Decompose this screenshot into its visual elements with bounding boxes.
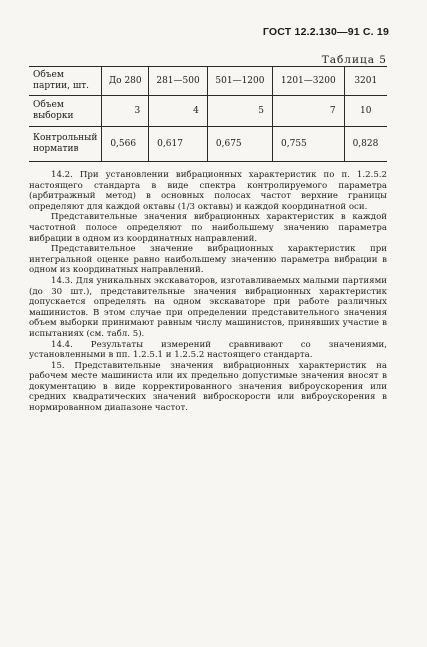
table-caption: Таблица 5 <box>321 54 387 66</box>
table-5 <box>29 66 387 162</box>
table-cell: 5 <box>207 96 272 127</box>
paragraph: Представительное значение вибрационных характеристик при интегральной оценке равно наибольшему значению параметра вибрации в одном из координатных направлений. <box>29 244 387 276</box>
table-cell: 0,828 <box>344 127 387 162</box>
table-cell: 0,566 <box>102 127 149 162</box>
table-row <box>29 127 387 162</box>
table-cell: 0,675 <box>207 127 272 162</box>
table-cell: 1201—3200 <box>273 67 345 96</box>
table-cell: 3201 <box>344 67 387 96</box>
body-text <box>29 170 387 414</box>
table-cell: 4 <box>149 96 208 127</box>
table-cell: 10 <box>344 96 387 127</box>
table-cell: 0,617 <box>149 127 208 162</box>
table-row <box>29 96 387 127</box>
page-header: ГОСТ 12.2.130—91 С. 19 <box>262 26 389 38</box>
paragraph: 15. Представительные значения вибрационных характеристик на рабочем месте машиниста или их предельно допустимые значения вносят в документацию в виде корректированного значения виброускорения или средних квадратических значений виброскорости или виброускорения в нормированном диапазоне частот. <box>29 360 387 414</box>
paragraph: Представительные значения вибрационных характеристик в каждой частотной полосе определяют по наибольшему значению параметра вибрации в одном из координатных направлений. <box>29 212 387 244</box>
row-label: Объем партии, шт. <box>29 67 102 96</box>
paragraph: 14.2. При установлении вибрационных характеристик по п. 1.2.5.2 настоящего стандарта в виде спектра контролируемого параметра (арбитражный метод) в основных полосах частот верхние границы определяют для каждой октавы (1/3 октавы) и каждой координатной оси. <box>29 170 387 212</box>
table-cell: 3 <box>102 96 149 127</box>
row-label: Объем выборки <box>29 96 102 127</box>
table-cell: 0,755 <box>273 127 345 162</box>
table-cell: До 280 <box>102 67 149 96</box>
paragraph: 14.3. Для уникальных экскаваторов, изготавливаемых малыми партиями (до 30 шт.), представительные значения вибрационных характеристик допускается определять на одном экскаваторе при работе различных машинистов. В этом случае при определении представительного значения объем выборки принимают равным числу машинистов, принявших участие в испытаниях (см. табл. 5). <box>29 275 387 339</box>
paragraph: 14.4. Результаты измерений сравнивают со значениями, установленными в пп. 1.2.5.1 и 1.2.5.2 настоящего стандарта. <box>29 339 387 361</box>
row-label: Контрольный норматив <box>29 127 102 162</box>
table-cell: 501—1200 <box>207 67 272 96</box>
table-row <box>29 67 387 96</box>
table-cell: 7 <box>273 96 345 127</box>
table-cell: 281—500 <box>149 67 208 96</box>
